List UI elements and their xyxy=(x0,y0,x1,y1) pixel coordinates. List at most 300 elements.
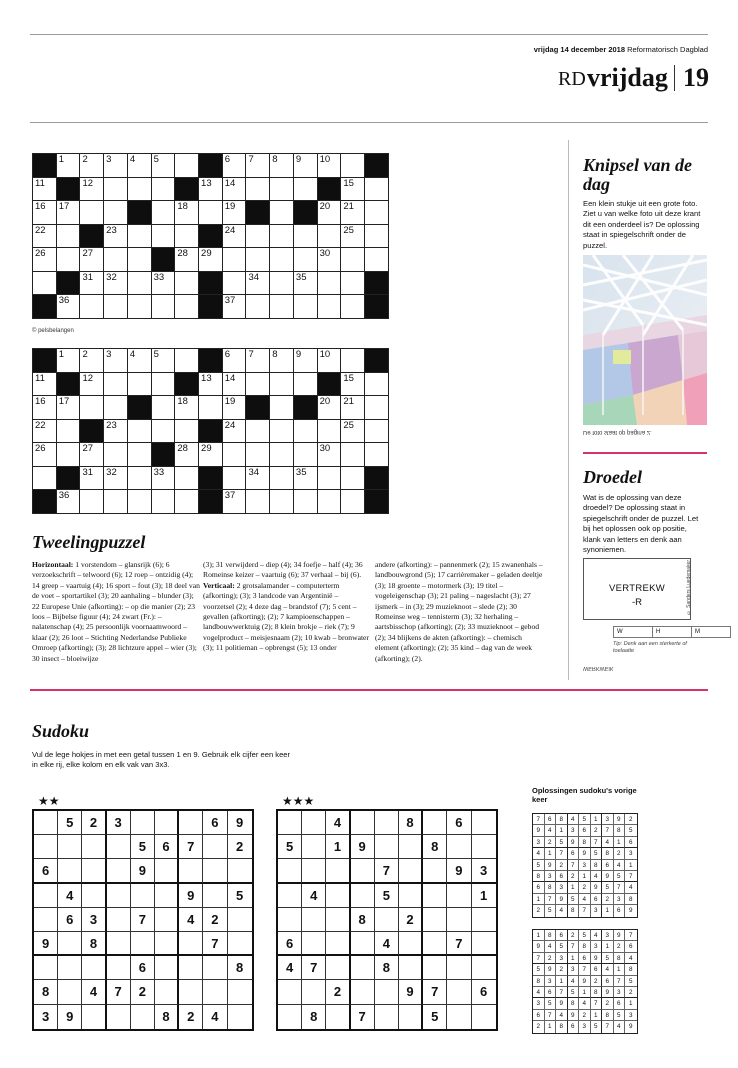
sudoku-cell[interactable] xyxy=(447,956,471,980)
crossword-cell[interactable] xyxy=(128,225,152,249)
crossword-cell[interactable] xyxy=(33,420,57,444)
crossword-cell[interactable] xyxy=(318,201,342,225)
sudoku-cell[interactable] xyxy=(472,932,496,956)
crossword-cell[interactable] xyxy=(246,467,270,491)
sudoku-cell[interactable] xyxy=(155,859,179,883)
sudoku-cell[interactable] xyxy=(179,859,203,883)
crossword-cell[interactable] xyxy=(223,373,247,397)
crossword-cell[interactable] xyxy=(318,248,342,272)
sudoku-cell[interactable] xyxy=(472,908,496,932)
sudoku-cell[interactable] xyxy=(179,932,203,956)
sudoku-cell[interactable] xyxy=(107,908,131,932)
sudoku-cell[interactable] xyxy=(351,932,375,956)
crossword-cell[interactable] xyxy=(294,490,318,514)
sudoku-cell[interactable] xyxy=(399,1005,423,1029)
crossword-cell[interactable] xyxy=(246,349,270,373)
crossword-cell[interactable] xyxy=(57,201,81,225)
sudoku-cell[interactable] xyxy=(228,908,252,932)
crossword-cell[interactable] xyxy=(175,201,199,225)
solution-cell: 2 xyxy=(591,976,603,987)
solution-cell: 1 xyxy=(614,837,626,848)
sudoku-cell[interactable] xyxy=(326,956,350,980)
crossword-cell[interactable] xyxy=(104,490,128,514)
crossword-cell[interactable] xyxy=(318,443,342,467)
sudoku-cell[interactable] xyxy=(326,932,350,956)
sudoku-cell[interactable] xyxy=(179,956,203,980)
crossword-cell[interactable] xyxy=(199,201,223,225)
crossword-cell[interactable] xyxy=(294,154,318,178)
crossword-cell[interactable] xyxy=(128,349,152,373)
sudoku-cell[interactable] xyxy=(351,980,375,1004)
sudoku-cell[interactable] xyxy=(34,908,58,932)
crossword-cell[interactable] xyxy=(341,420,365,444)
crossword-cell[interactable] xyxy=(104,349,128,373)
crossword-clue-number: 36 xyxy=(58,295,70,307)
crossword-cell[interactable] xyxy=(175,248,199,272)
sudoku-cell[interactable] xyxy=(203,835,227,859)
crossword-cell[interactable] xyxy=(80,272,104,296)
crossword-cell[interactable] xyxy=(152,490,176,514)
crossword-cell[interactable] xyxy=(223,178,247,202)
sudoku-cell[interactable] xyxy=(82,835,106,859)
sudoku-cell: 8 xyxy=(351,908,375,932)
crossword-cell[interactable] xyxy=(152,272,176,296)
crossword-cell[interactable] xyxy=(104,248,128,272)
crossword-cell[interactable] xyxy=(270,178,294,202)
crossword-cell[interactable] xyxy=(341,443,365,467)
crossword-cell[interactable] xyxy=(318,349,342,373)
crossword-cell[interactable] xyxy=(365,396,389,420)
crossword-cell[interactable] xyxy=(152,420,176,444)
crossword-cell[interactable] xyxy=(175,295,199,319)
crossword-black-cell xyxy=(365,295,389,319)
sudoku-cell[interactable] xyxy=(423,811,447,835)
sudoku-cell[interactable] xyxy=(107,835,131,859)
sudoku-cell[interactable] xyxy=(82,859,106,883)
crossword-cell[interactable] xyxy=(128,248,152,272)
crossword-cell[interactable] xyxy=(57,420,81,444)
crossword-cell[interactable] xyxy=(294,349,318,373)
crossword-cell[interactable] xyxy=(270,349,294,373)
crossword-cell[interactable] xyxy=(341,178,365,202)
crossword-cell[interactable] xyxy=(341,467,365,491)
solution-cell: 8 xyxy=(579,837,591,848)
crossword-cell[interactable] xyxy=(80,490,104,514)
crossword-cell[interactable] xyxy=(223,201,247,225)
crossword-cell[interactable] xyxy=(318,295,342,319)
crossword-cell[interactable] xyxy=(104,225,128,249)
sudoku-cell[interactable] xyxy=(131,884,155,908)
crossword-cell[interactable] xyxy=(128,295,152,319)
crossword-cell[interactable] xyxy=(318,272,342,296)
crossword-cell[interactable] xyxy=(270,248,294,272)
crossword-cell[interactable] xyxy=(223,490,247,514)
solution-cell: 8 xyxy=(591,987,603,998)
sudoku-cell[interactable] xyxy=(351,859,375,883)
crossword-cell[interactable] xyxy=(294,443,318,467)
crossword-cell[interactable] xyxy=(318,490,342,514)
solution-cell: 1 xyxy=(625,998,637,1009)
crossword-cell[interactable] xyxy=(128,490,152,514)
crossword-cell[interactable] xyxy=(152,225,176,249)
crossword-cell[interactable] xyxy=(33,225,57,249)
crossword-cell[interactable] xyxy=(104,272,128,296)
crossword-cell[interactable] xyxy=(223,295,247,319)
crossword-cell[interactable] xyxy=(270,396,294,420)
crossword-cell[interactable] xyxy=(104,396,128,420)
crossword-cell[interactable] xyxy=(104,201,128,225)
sudoku-cell[interactable] xyxy=(82,1005,106,1029)
sudoku-cell[interactable] xyxy=(203,956,227,980)
crossword-cell[interactable] xyxy=(33,443,57,467)
crossword-cell[interactable] xyxy=(175,272,199,296)
crossword-cell[interactable] xyxy=(223,396,247,420)
sudoku-cell[interactable] xyxy=(228,980,252,1004)
crossword-cell[interactable] xyxy=(80,295,104,319)
crossword-cell[interactable] xyxy=(341,272,365,296)
crossword-cell[interactable] xyxy=(223,443,247,467)
crossword-cell[interactable] xyxy=(365,443,389,467)
crossword-cell[interactable] xyxy=(57,295,81,319)
sudoku-cell[interactable] xyxy=(155,980,179,1004)
sudoku-cell[interactable] xyxy=(472,835,496,859)
crossword-cell[interactable] xyxy=(128,443,152,467)
sudoku-cell[interactable] xyxy=(58,835,82,859)
crossword-black-cell xyxy=(365,272,389,296)
sudoku-cell[interactable] xyxy=(179,811,203,835)
crossword-cell[interactable] xyxy=(199,373,223,397)
sudoku-cell[interactable] xyxy=(447,884,471,908)
sudoku-cell[interactable] xyxy=(203,859,227,883)
crossword-clue-number: 3 xyxy=(106,349,112,360)
solution-cell: 9 xyxy=(545,964,557,975)
crossword-cell[interactable] xyxy=(199,396,223,420)
crossword-cell[interactable] xyxy=(57,248,81,272)
crossword-cell[interactable] xyxy=(270,373,294,397)
crossword-cell[interactable] xyxy=(152,396,176,420)
crossword-cell[interactable] xyxy=(33,467,57,491)
crossword-cell[interactable] xyxy=(223,154,247,178)
sudoku-cell[interactable] xyxy=(302,908,326,932)
sudoku-cell[interactable] xyxy=(302,811,326,835)
crossword-cell[interactable] xyxy=(365,178,389,202)
crossword-cell[interactable] xyxy=(33,248,57,272)
crossword-cell[interactable] xyxy=(199,178,223,202)
crossword-cell[interactable] xyxy=(57,225,81,249)
sudoku-cell[interactable] xyxy=(423,932,447,956)
crossword-cell[interactable] xyxy=(294,248,318,272)
solution-cell: 5 xyxy=(602,882,614,893)
sudoku-cell[interactable] xyxy=(58,956,82,980)
crossword-cell[interactable] xyxy=(223,420,247,444)
crossword-cell[interactable] xyxy=(270,272,294,296)
crossword-cell[interactable] xyxy=(128,373,152,397)
crossword-cell[interactable] xyxy=(223,248,247,272)
sudoku-cell[interactable] xyxy=(351,956,375,980)
crossword-cell[interactable] xyxy=(199,443,223,467)
crossword-cell[interactable] xyxy=(341,248,365,272)
crossword-cell[interactable] xyxy=(152,467,176,491)
sudoku-cell[interactable] xyxy=(155,932,179,956)
crossword-cell[interactable] xyxy=(246,248,270,272)
crossword-cell[interactable] xyxy=(246,225,270,249)
solution-cell: 5 xyxy=(545,998,557,1009)
sudoku-cell[interactable] xyxy=(58,980,82,1004)
crossword-cell[interactable] xyxy=(104,420,128,444)
sudoku-cell[interactable] xyxy=(278,908,302,932)
crossword-cell[interactable] xyxy=(318,420,342,444)
sudoku-cell[interactable] xyxy=(107,859,131,883)
crossword-cell[interactable] xyxy=(341,154,365,178)
sudoku-cell[interactable] xyxy=(326,859,350,883)
sudoku-cell[interactable] xyxy=(326,1005,350,1029)
solution-grid-2 xyxy=(532,929,638,1034)
sudoku-cell[interactable] xyxy=(375,835,399,859)
crossword-cell[interactable] xyxy=(104,467,128,491)
sudoku-cell[interactable] xyxy=(107,932,131,956)
crossword-cell[interactable] xyxy=(246,272,270,296)
crossword-cell[interactable] xyxy=(152,349,176,373)
crossword-cell[interactable] xyxy=(175,443,199,467)
sudoku-cell[interactable] xyxy=(375,1005,399,1029)
crossword-cell[interactable] xyxy=(318,225,342,249)
sudoku-cell[interactable] xyxy=(278,884,302,908)
crossword-cell[interactable] xyxy=(80,349,104,373)
sudoku-cell[interactable] xyxy=(423,884,447,908)
sudoku-cell[interactable] xyxy=(34,956,58,980)
crossword-cell[interactable] xyxy=(246,443,270,467)
crossword-cell[interactable] xyxy=(365,225,389,249)
sudoku-cell[interactable] xyxy=(34,884,58,908)
sudoku-cell[interactable] xyxy=(107,956,131,980)
sudoku-cell[interactable] xyxy=(447,1005,471,1029)
sudoku-cell: 5 xyxy=(131,835,155,859)
crossword-cell[interactable] xyxy=(175,396,199,420)
crossword-cell[interactable] xyxy=(33,178,57,202)
sudoku-cell[interactable] xyxy=(472,1005,496,1029)
crossword-cell[interactable] xyxy=(128,272,152,296)
sudoku-cell[interactable] xyxy=(179,980,203,1004)
crossword-cell[interactable] xyxy=(80,154,104,178)
sudoku-cell[interactable] xyxy=(107,1005,131,1029)
crossword-cell[interactable] xyxy=(33,272,57,296)
crossword-cell[interactable] xyxy=(365,201,389,225)
sudoku-cell[interactable] xyxy=(155,956,179,980)
crossword-cell[interactable] xyxy=(175,420,199,444)
crossword-cell[interactable] xyxy=(104,154,128,178)
solution-cell: 2 xyxy=(533,905,545,916)
sudoku-cell[interactable] xyxy=(351,884,375,908)
crossword-cell[interactable] xyxy=(294,420,318,444)
sudoku-cell[interactable] xyxy=(302,932,326,956)
crossword-cell[interactable] xyxy=(246,295,270,319)
crossword-cell[interactable] xyxy=(152,373,176,397)
crossword-cell[interactable] xyxy=(270,490,294,514)
crossword-cell[interactable] xyxy=(318,467,342,491)
sudoku-cell[interactable] xyxy=(228,932,252,956)
sudoku-cell[interactable] xyxy=(375,908,399,932)
crossword-cell[interactable] xyxy=(128,154,152,178)
crossword-cell[interactable] xyxy=(223,467,247,491)
sudoku-cell[interactable] xyxy=(34,835,58,859)
crossword-cell[interactable] xyxy=(152,178,176,202)
sudoku-cell[interactable] xyxy=(278,1005,302,1029)
sudoku-cell[interactable] xyxy=(203,884,227,908)
crossword-cell[interactable] xyxy=(152,295,176,319)
crossword-cell[interactable] xyxy=(270,225,294,249)
crossword-cell[interactable] xyxy=(80,201,104,225)
sudoku-cell[interactable] xyxy=(326,884,350,908)
sudoku-cell[interactable] xyxy=(375,811,399,835)
crossword-cell[interactable] xyxy=(318,396,342,420)
crossword-cell[interactable] xyxy=(223,272,247,296)
crossword-cell[interactable] xyxy=(294,295,318,319)
sudoku-cell[interactable] xyxy=(423,908,447,932)
crossword-cell[interactable] xyxy=(246,490,270,514)
crossword-cell[interactable] xyxy=(57,154,81,178)
crossword-cell[interactable] xyxy=(57,443,81,467)
crossword-cell[interactable] xyxy=(294,178,318,202)
sudoku-cell[interactable] xyxy=(399,884,423,908)
crossword-clue-number: 31 xyxy=(82,271,94,283)
crossword-cell[interactable] xyxy=(57,396,81,420)
sudoku-cell[interactable] xyxy=(399,859,423,883)
sudoku-cell[interactable] xyxy=(278,859,302,883)
crossword-cell[interactable] xyxy=(246,178,270,202)
sudoku-cell[interactable] xyxy=(131,811,155,835)
crossword-cell[interactable] xyxy=(175,349,199,373)
crossword-cell[interactable] xyxy=(33,396,57,420)
sudoku-cell: 4 xyxy=(203,1005,227,1029)
crossword-cell[interactable] xyxy=(175,225,199,249)
sudoku-cell[interactable] xyxy=(302,859,326,883)
crossword-cell[interactable] xyxy=(341,349,365,373)
crossword-cell[interactable] xyxy=(365,248,389,272)
sudoku-cell[interactable] xyxy=(302,835,326,859)
sudoku-cell[interactable] xyxy=(302,980,326,1004)
crossword-cell[interactable] xyxy=(80,467,104,491)
crossword-cell[interactable] xyxy=(294,225,318,249)
sudoku-cell[interactable] xyxy=(107,884,131,908)
clues-text-1: 1 vorstendom – glansrijk (6); 6 verzoekschrift – telwoord (6); 12 roep – ontzidig (4); 14 greep – vaartuig (4); 16 sport – fout (3); 18 deel van de voet – sportartikel (3); 20 aanhaling – blunder (3); 22 Europese Unie (afkorting): – op die manier (2); 23 loos – Bijbelse figuur (4); 24 zwart (Fr.): – nalatenschap (4); 25 persoonlijk voornaamwoord – klaar (2); 26 loot – Stichting Nederlandse Publieke Omroep (afkorting); (3); 28 lichtzure appel – wier (3); 30 insect – bloeiwijze xyxy=(32,560,200,663)
crossword-cell[interactable] xyxy=(341,396,365,420)
sudoku-cell[interactable] xyxy=(278,980,302,1004)
sudoku-cell[interactable] xyxy=(228,859,252,883)
sudoku-cell[interactable] xyxy=(399,835,423,859)
crossword-cell[interactable] xyxy=(270,295,294,319)
crossword-cell[interactable] xyxy=(270,443,294,467)
sudoku-cell[interactable] xyxy=(447,980,471,1004)
crossword-cell[interactable] xyxy=(365,420,389,444)
crossword-cell[interactable] xyxy=(128,467,152,491)
crossword-cell[interactable] xyxy=(104,178,128,202)
crossword-cell[interactable] xyxy=(270,420,294,444)
crossword-cell[interactable] xyxy=(57,490,81,514)
crossword-cell[interactable] xyxy=(294,272,318,296)
crossword-cell[interactable] xyxy=(80,178,104,202)
sudoku-cell: 2 xyxy=(203,908,227,932)
crossword-cell[interactable] xyxy=(57,349,81,373)
sudoku-cell[interactable] xyxy=(82,884,106,908)
sudoku-cell[interactable] xyxy=(472,956,496,980)
crossword-cell[interactable] xyxy=(294,467,318,491)
crossword-cell[interactable] xyxy=(33,373,57,397)
crossword-cell[interactable] xyxy=(318,154,342,178)
crossword-cell[interactable] xyxy=(341,490,365,514)
sudoku-cell[interactable] xyxy=(447,908,471,932)
crossword-cell[interactable] xyxy=(152,201,176,225)
sudoku-cell[interactable] xyxy=(131,932,155,956)
sudoku-cell[interactable] xyxy=(351,811,375,835)
crossword-cell[interactable] xyxy=(80,248,104,272)
solution-cell: 9 xyxy=(533,941,545,952)
sudoku-cell[interactable] xyxy=(155,811,179,835)
sudoku-cell[interactable] xyxy=(399,956,423,980)
sudoku-cell[interactable] xyxy=(82,956,106,980)
crossword-clue-number: 34 xyxy=(248,466,260,478)
crossword-cell[interactable] xyxy=(270,154,294,178)
crossword-cell[interactable] xyxy=(104,295,128,319)
sudoku-cell[interactable] xyxy=(399,932,423,956)
crossword-cell[interactable] xyxy=(128,420,152,444)
crossword-cell[interactable] xyxy=(104,443,128,467)
crossword-cell[interactable] xyxy=(80,396,104,420)
sudoku-cell[interactable] xyxy=(155,884,179,908)
crossword-cell[interactable] xyxy=(104,373,128,397)
sudoku-cell[interactable] xyxy=(58,859,82,883)
crossword-cell[interactable] xyxy=(270,467,294,491)
crossword-cell[interactable] xyxy=(223,225,247,249)
crossword-cell[interactable] xyxy=(80,443,104,467)
crossword-cell[interactable] xyxy=(246,420,270,444)
crossword-cell[interactable] xyxy=(341,373,365,397)
sudoku-cell[interactable] xyxy=(34,811,58,835)
sudoku-cell[interactable] xyxy=(155,908,179,932)
crossword-clue-number: 10 xyxy=(319,349,331,360)
crossword-cell[interactable] xyxy=(33,201,57,225)
solution-cell: 8 xyxy=(625,894,637,905)
sudoku-cell[interactable] xyxy=(447,835,471,859)
crossword-cell[interactable] xyxy=(341,201,365,225)
crossword-cell[interactable] xyxy=(341,295,365,319)
sudoku-cell[interactable] xyxy=(203,980,227,1004)
crossword-cell[interactable] xyxy=(294,373,318,397)
crossword-cell[interactable] xyxy=(246,154,270,178)
crossword-cell[interactable] xyxy=(175,467,199,491)
sudoku-cell[interactable] xyxy=(423,956,447,980)
sudoku-cell[interactable] xyxy=(472,811,496,835)
sudoku-cell[interactable] xyxy=(423,859,447,883)
sudoku-cell[interactable] xyxy=(228,1005,252,1029)
crossword-cell[interactable] xyxy=(341,225,365,249)
crossword-cell[interactable] xyxy=(175,490,199,514)
crossword-cell[interactable] xyxy=(199,248,223,272)
sudoku-cell[interactable] xyxy=(375,980,399,1004)
solution-cell: 2 xyxy=(556,964,568,975)
crossword-cell[interactable] xyxy=(365,373,389,397)
crossword-cell[interactable] xyxy=(80,373,104,397)
crossword-cell[interactable] xyxy=(128,178,152,202)
sudoku-cell[interactable] xyxy=(326,908,350,932)
crossword-cell[interactable] xyxy=(270,201,294,225)
sudoku-cell[interactable] xyxy=(278,811,302,835)
crossword-cell[interactable] xyxy=(175,154,199,178)
sudoku-cell[interactable] xyxy=(58,932,82,956)
crossword-cell[interactable] xyxy=(223,349,247,373)
sudoku-cell[interactable] xyxy=(131,1005,155,1029)
crossword-cell[interactable] xyxy=(152,154,176,178)
crossword-cell[interactable] xyxy=(246,373,270,397)
